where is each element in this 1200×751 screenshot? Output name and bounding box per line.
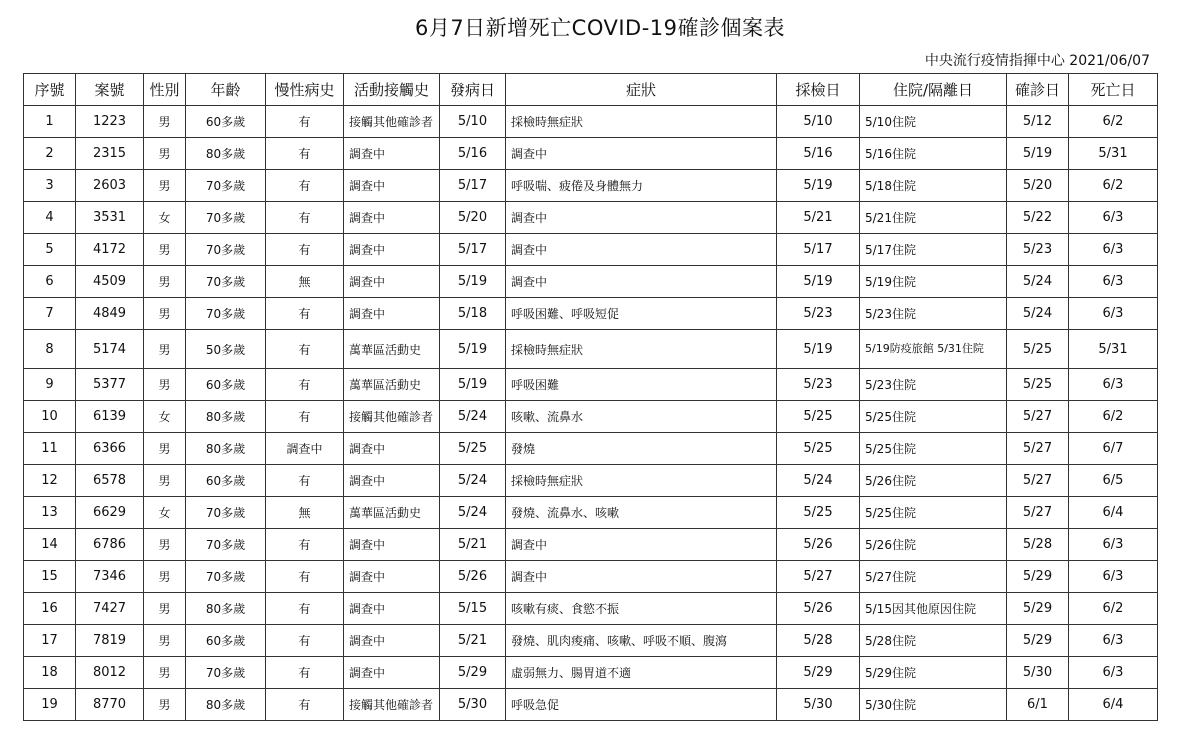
cell-sex: 男 [144, 689, 186, 721]
cell-sex: 男 [144, 625, 186, 657]
header-activity: 活動接觸史 [344, 74, 440, 106]
cell-hospital: 5/19防疫旅館 5/31住院 [860, 330, 1007, 369]
cell-confirm-date: 5/29 [1007, 561, 1069, 593]
header-chronic: 慢性病史 [266, 74, 344, 106]
cell-case-no: 2315 [76, 138, 144, 170]
cell-death-date: 6/3 [1069, 657, 1158, 689]
cell-serial: 11 [24, 433, 76, 465]
cell-test-date: 5/21 [777, 202, 860, 234]
table-row [24, 330, 1158, 369]
cell-case-no: 4509 [76, 266, 144, 298]
cell-serial: 5 [24, 234, 76, 266]
header-sex: 性別 [144, 74, 186, 106]
cell-case-no: 6786 [76, 529, 144, 561]
cell-death-date: 5/31 [1069, 138, 1158, 170]
cell-test-date: 5/23 [777, 298, 860, 330]
header-death-date: 死亡日 [1069, 74, 1158, 106]
cell-hospital: 5/25住院 [860, 497, 1007, 529]
header-age: 年齡 [186, 74, 266, 106]
cell-death-date: 6/3 [1069, 298, 1158, 330]
cell-activity: 調查中 [344, 202, 440, 234]
cell-death-date: 6/2 [1069, 593, 1158, 625]
cell-symptoms: 虛弱無力、腸胃道不適 [506, 657, 777, 689]
cell-case-no: 6578 [76, 465, 144, 497]
cell-chronic: 有 [266, 298, 344, 330]
cell-onset: 5/26 [440, 561, 506, 593]
cell-onset: 5/17 [440, 234, 506, 266]
cell-onset: 5/17 [440, 170, 506, 202]
cell-test-date: 5/25 [777, 497, 860, 529]
cell-sex: 男 [144, 433, 186, 465]
cell-chronic: 無 [266, 266, 344, 298]
cell-case-no: 4172 [76, 234, 144, 266]
cell-confirm-date: 5/28 [1007, 529, 1069, 561]
cell-chronic: 有 [266, 529, 344, 561]
cell-test-date: 5/29 [777, 657, 860, 689]
cell-test-date: 5/28 [777, 625, 860, 657]
table-row [24, 138, 1158, 170]
cell-test-date: 5/26 [777, 529, 860, 561]
cell-confirm-date: 5/23 [1007, 234, 1069, 266]
cell-death-date: 6/4 [1069, 689, 1158, 721]
cell-test-date: 5/24 [777, 465, 860, 497]
cell-sex: 男 [144, 138, 186, 170]
cell-sex: 男 [144, 529, 186, 561]
cell-sex: 男 [144, 593, 186, 625]
header-onset: 發病日 [440, 74, 506, 106]
cell-test-date: 5/19 [777, 170, 860, 202]
cell-age: 70多歲 [186, 202, 266, 234]
cell-symptoms: 呼吸急促 [506, 689, 777, 721]
issuer-date: 中央流行疫情指揮中心 2021/06/07 [924, 53, 1150, 69]
cell-death-date: 6/3 [1069, 202, 1158, 234]
cell-chronic: 有 [266, 401, 344, 433]
header-confirm-date: 確診日 [1007, 74, 1069, 106]
table-header-row [24, 74, 1158, 106]
cell-test-date: 5/16 [777, 138, 860, 170]
cell-test-date: 5/10 [777, 106, 860, 138]
cell-onset: 5/19 [440, 266, 506, 298]
cell-sex: 男 [144, 234, 186, 266]
cell-hospital: 5/28住院 [860, 625, 1007, 657]
cell-chronic: 有 [266, 369, 344, 401]
table-row [24, 433, 1158, 465]
cell-symptoms: 採檢時無症狀 [506, 465, 777, 497]
cell-case-no: 5377 [76, 369, 144, 401]
cell-onset: 5/15 [440, 593, 506, 625]
cell-hospital: 5/17住院 [860, 234, 1007, 266]
cell-chronic: 有 [266, 106, 344, 138]
cell-death-date: 6/2 [1069, 401, 1158, 433]
cell-serial: 15 [24, 561, 76, 593]
cell-chronic: 有 [266, 561, 344, 593]
cell-symptoms: 調查中 [506, 266, 777, 298]
table-row [24, 465, 1158, 497]
cell-sex: 男 [144, 106, 186, 138]
cell-case-no: 8012 [76, 657, 144, 689]
cell-sex: 男 [144, 561, 186, 593]
cell-hospital: 5/16住院 [860, 138, 1007, 170]
cell-sex: 男 [144, 298, 186, 330]
cell-serial: 4 [24, 202, 76, 234]
cell-symptoms: 調查中 [506, 529, 777, 561]
cell-confirm-date: 5/27 [1007, 401, 1069, 433]
cell-chronic: 有 [266, 465, 344, 497]
cell-activity: 調查中 [344, 266, 440, 298]
cell-activity: 調查中 [344, 529, 440, 561]
cell-symptoms: 調查中 [506, 138, 777, 170]
cell-case-no: 3531 [76, 202, 144, 234]
cell-hospital: 5/27住院 [860, 561, 1007, 593]
cell-symptoms: 採檢時無症狀 [506, 106, 777, 138]
cell-case-no: 5174 [76, 330, 144, 369]
cell-sex: 男 [144, 266, 186, 298]
table-row [24, 497, 1158, 529]
cell-case-no: 1223 [76, 106, 144, 138]
cell-symptoms: 採檢時無症狀 [506, 330, 777, 369]
table-row [24, 266, 1158, 298]
cell-sex: 男 [144, 465, 186, 497]
cell-case-no: 7346 [76, 561, 144, 593]
cell-test-date: 5/27 [777, 561, 860, 593]
cell-confirm-date: 5/27 [1007, 465, 1069, 497]
cell-confirm-date: 6/1 [1007, 689, 1069, 721]
cell-symptoms: 調查中 [506, 561, 777, 593]
cell-activity: 調查中 [344, 138, 440, 170]
cell-confirm-date: 5/24 [1007, 266, 1069, 298]
cell-activity: 調查中 [344, 170, 440, 202]
cell-chronic: 無 [266, 497, 344, 529]
cell-hospital: 5/26住院 [860, 529, 1007, 561]
table-body [24, 106, 1158, 721]
cell-activity: 接觸其他確診者 [344, 401, 440, 433]
cell-test-date: 5/17 [777, 234, 860, 266]
cell-age: 80多歲 [186, 689, 266, 721]
cell-confirm-date: 5/25 [1007, 330, 1069, 369]
cell-death-date: 6/3 [1069, 234, 1158, 266]
cell-onset: 5/24 [440, 465, 506, 497]
cell-serial: 1 [24, 106, 76, 138]
cell-confirm-date: 5/29 [1007, 593, 1069, 625]
cell-age: 70多歲 [186, 561, 266, 593]
cell-hospital: 5/15因其他原因住院 [860, 593, 1007, 625]
cell-hospital: 5/29住院 [860, 657, 1007, 689]
cell-age: 80多歲 [186, 138, 266, 170]
cell-onset: 5/19 [440, 369, 506, 401]
cell-serial: 14 [24, 529, 76, 561]
cell-case-no: 6366 [76, 433, 144, 465]
cell-hospital: 5/23住院 [860, 369, 1007, 401]
cell-hospital: 5/18住院 [860, 170, 1007, 202]
cell-death-date: 6/5 [1069, 465, 1158, 497]
cell-onset: 5/29 [440, 657, 506, 689]
cell-serial: 19 [24, 689, 76, 721]
cell-activity: 接觸其他確診者 [344, 106, 440, 138]
cell-test-date: 5/19 [777, 330, 860, 369]
cell-test-date: 5/23 [777, 369, 860, 401]
cell-onset: 5/21 [440, 625, 506, 657]
cell-activity: 萬華區活動史 [344, 330, 440, 369]
cell-confirm-date: 5/12 [1007, 106, 1069, 138]
cell-serial: 2 [24, 138, 76, 170]
cell-activity: 調查中 [344, 657, 440, 689]
cell-onset: 5/21 [440, 529, 506, 561]
cell-activity: 萬華區活動史 [344, 369, 440, 401]
cell-confirm-date: 5/19 [1007, 138, 1069, 170]
cell-death-date: 6/2 [1069, 170, 1158, 202]
header-case-no: 案號 [76, 74, 144, 106]
cell-hospital: 5/21住院 [860, 202, 1007, 234]
cell-symptoms: 咳嗽有痰、食慾不振 [506, 593, 777, 625]
cell-onset: 5/20 [440, 202, 506, 234]
cell-hospital: 5/30住院 [860, 689, 1007, 721]
cell-age: 70多歲 [186, 234, 266, 266]
cell-sex: 女 [144, 202, 186, 234]
cell-activity: 調查中 [344, 625, 440, 657]
cell-serial: 13 [24, 497, 76, 529]
cell-age: 70多歲 [186, 170, 266, 202]
cell-chronic: 有 [266, 657, 344, 689]
cell-sex: 女 [144, 497, 186, 529]
page-title: 6月7日新增死亡COVID-19確診個案表 [414, 16, 786, 40]
cell-serial: 10 [24, 401, 76, 433]
cell-chronic: 調查中 [266, 433, 344, 465]
cell-symptoms: 呼吸喘、疲倦及身體無力 [506, 170, 777, 202]
cell-test-date: 5/25 [777, 401, 860, 433]
table-row [24, 234, 1158, 266]
cell-chronic: 有 [266, 689, 344, 721]
cell-onset: 5/24 [440, 497, 506, 529]
cell-sex: 男 [144, 369, 186, 401]
cell-age: 80多歲 [186, 401, 266, 433]
cell-chronic: 有 [266, 202, 344, 234]
cell-serial: 6 [24, 266, 76, 298]
header-test-date: 採檢日 [777, 74, 860, 106]
cell-symptoms: 發燒 [506, 433, 777, 465]
cell-onset: 5/18 [440, 298, 506, 330]
cell-age: 70多歲 [186, 529, 266, 561]
cell-age: 70多歲 [186, 266, 266, 298]
cell-symptoms: 發燒、流鼻水、咳嗽 [506, 497, 777, 529]
cell-serial: 17 [24, 625, 76, 657]
cell-hospital: 5/25住院 [860, 433, 1007, 465]
cell-case-no: 2603 [76, 170, 144, 202]
cell-onset: 5/19 [440, 330, 506, 369]
header-symptoms: 症狀 [506, 74, 777, 106]
cell-death-date: 6/3 [1069, 266, 1158, 298]
cell-test-date: 5/25 [777, 433, 860, 465]
cell-death-date: 6/3 [1069, 369, 1158, 401]
cell-activity: 調查中 [344, 433, 440, 465]
cell-activity: 調查中 [344, 298, 440, 330]
cell-confirm-date: 5/20 [1007, 170, 1069, 202]
cell-serial: 3 [24, 170, 76, 202]
cell-chronic: 有 [266, 330, 344, 369]
cell-confirm-date: 5/27 [1007, 497, 1069, 529]
cell-age: 70多歲 [186, 497, 266, 529]
table-row [24, 689, 1158, 721]
header-hospital: 住院/隔離日 [860, 74, 1007, 106]
cell-death-date: 6/3 [1069, 561, 1158, 593]
cell-serial: 7 [24, 298, 76, 330]
cell-symptoms: 調查中 [506, 202, 777, 234]
cell-age: 70多歲 [186, 298, 266, 330]
cell-hospital: 5/26住院 [860, 465, 1007, 497]
cell-confirm-date: 5/22 [1007, 202, 1069, 234]
cell-confirm-date: 5/24 [1007, 298, 1069, 330]
cell-onset: 5/30 [440, 689, 506, 721]
cell-symptoms: 咳嗽、流鼻水 [506, 401, 777, 433]
cell-activity: 調查中 [344, 465, 440, 497]
cell-chronic: 有 [266, 138, 344, 170]
cell-death-date: 6/2 [1069, 106, 1158, 138]
cell-age: 60多歲 [186, 106, 266, 138]
cell-age: 60多歲 [186, 625, 266, 657]
table-row [24, 106, 1158, 138]
cell-chronic: 有 [266, 593, 344, 625]
cell-serial: 16 [24, 593, 76, 625]
table-row [24, 202, 1158, 234]
cell-activity: 萬華區活動史 [344, 497, 440, 529]
cell-symptoms: 發燒、肌肉痠痛、咳嗽、呼吸不順、腹瀉 [506, 625, 777, 657]
cell-case-no: 6629 [76, 497, 144, 529]
table-row [24, 593, 1158, 625]
table-row [24, 561, 1158, 593]
table-row [24, 401, 1158, 433]
cell-serial: 18 [24, 657, 76, 689]
cell-confirm-date: 5/30 [1007, 657, 1069, 689]
cell-confirm-date: 5/25 [1007, 369, 1069, 401]
cell-age: 60多歲 [186, 369, 266, 401]
cell-test-date: 5/30 [777, 689, 860, 721]
cell-death-date: 6/3 [1069, 529, 1158, 561]
cell-onset: 5/16 [440, 138, 506, 170]
cell-test-date: 5/19 [777, 266, 860, 298]
header-serial: 序號 [24, 74, 76, 106]
cell-serial: 9 [24, 369, 76, 401]
cell-case-no: 8770 [76, 689, 144, 721]
cell-sex: 男 [144, 170, 186, 202]
table-row [24, 369, 1158, 401]
cell-hospital: 5/25住院 [860, 401, 1007, 433]
table-row [24, 298, 1158, 330]
cell-activity: 接觸其他確診者 [344, 689, 440, 721]
cell-hospital: 5/23住院 [860, 298, 1007, 330]
cell-death-date: 6/3 [1069, 625, 1158, 657]
cell-age: 70多歲 [186, 657, 266, 689]
cell-symptoms: 呼吸困難、呼吸短促 [506, 298, 777, 330]
cell-activity: 調查中 [344, 561, 440, 593]
cell-confirm-date: 5/29 [1007, 625, 1069, 657]
cell-chronic: 有 [266, 625, 344, 657]
cell-case-no: 4849 [76, 298, 144, 330]
cell-age: 80多歲 [186, 593, 266, 625]
cell-case-no: 6139 [76, 401, 144, 433]
cell-hospital: 5/19住院 [860, 266, 1007, 298]
cell-death-date: 6/7 [1069, 433, 1158, 465]
cell-chronic: 有 [266, 170, 344, 202]
cell-hospital: 5/10住院 [860, 106, 1007, 138]
cell-chronic: 有 [266, 234, 344, 266]
cell-test-date: 5/26 [777, 593, 860, 625]
table-row [24, 625, 1158, 657]
table-row [24, 657, 1158, 689]
cell-activity: 調查中 [344, 234, 440, 266]
cell-death-date: 5/31 [1069, 330, 1158, 369]
cell-case-no: 7819 [76, 625, 144, 657]
cell-activity: 調查中 [344, 593, 440, 625]
table-row [24, 170, 1158, 202]
cell-onset: 5/10 [440, 106, 506, 138]
case-table [23, 73, 1158, 721]
cell-sex: 男 [144, 330, 186, 369]
cell-case-no: 7427 [76, 593, 144, 625]
cell-serial: 12 [24, 465, 76, 497]
cell-serial: 8 [24, 330, 76, 369]
cell-age: 80多歲 [186, 433, 266, 465]
table-row [24, 529, 1158, 561]
cell-symptoms: 呼吸困難 [506, 369, 777, 401]
cell-age: 50多歲 [186, 330, 266, 369]
cell-symptoms: 調查中 [506, 234, 777, 266]
cell-death-date: 6/4 [1069, 497, 1158, 529]
cell-onset: 5/25 [440, 433, 506, 465]
cell-sex: 女 [144, 401, 186, 433]
cell-age: 60多歲 [186, 465, 266, 497]
cell-confirm-date: 5/27 [1007, 433, 1069, 465]
cell-onset: 5/24 [440, 401, 506, 433]
cell-sex: 男 [144, 657, 186, 689]
